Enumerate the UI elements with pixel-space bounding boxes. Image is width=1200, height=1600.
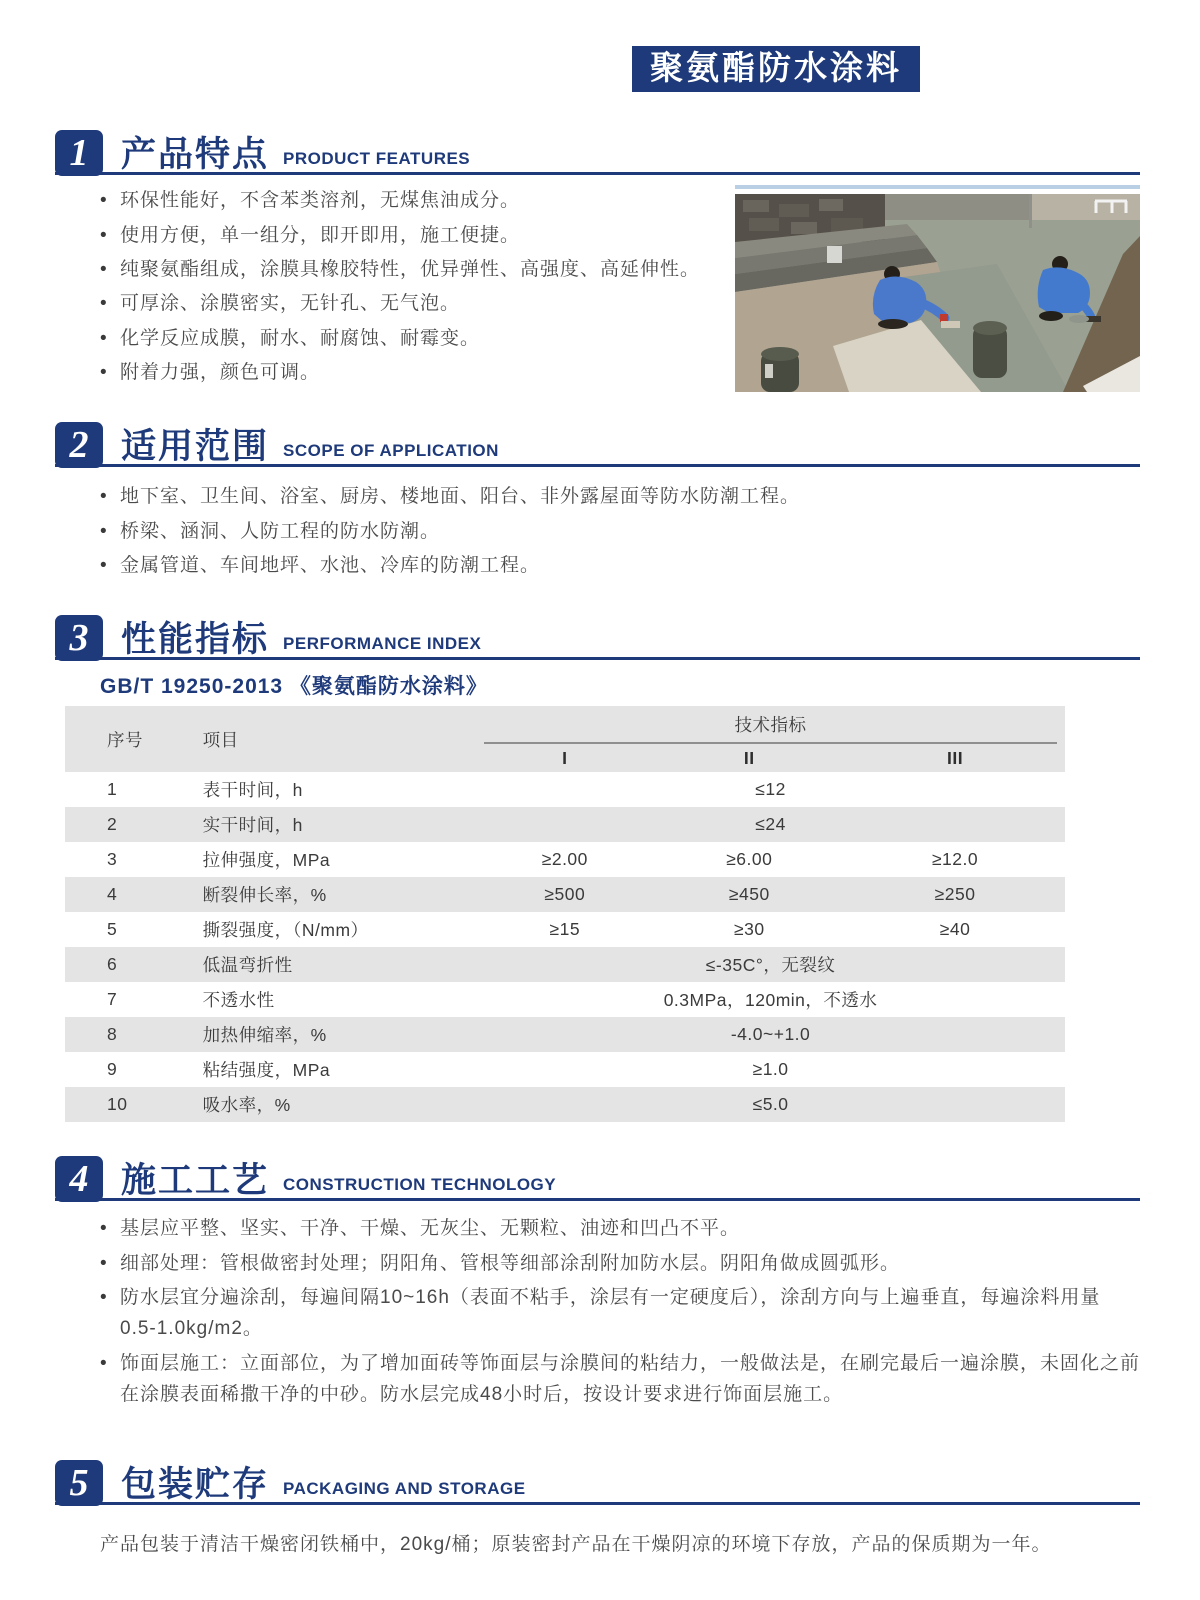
table-row [65, 947, 1065, 982]
row-item: 吸水率，% [202, 1095, 291, 1116]
section3-subtitle: PERFORMANCE INDEX [283, 634, 482, 654]
feature-text: 使用方便，单一组分，即开即用，施工便捷。 [120, 224, 521, 246]
bullet-icon: • [100, 554, 108, 576]
construction-steps-list [55, 1213, 1140, 1410]
section2-title: 适用范围 [121, 427, 270, 467]
section1-subtitle: PRODUCT FEATURES [283, 149, 471, 169]
section2-number: 2 [55, 422, 103, 468]
col-header-grade3: III [845, 744, 1065, 772]
section3-number: 3 [55, 615, 103, 661]
feature-text: 纯聚氨酯组成，涂膜具橡胶特性，优异弹性、高强度、高延伸性。 [120, 258, 701, 280]
standard-reference: GB/T 19250-2013 《聚氨酯防水涂料》 [100, 675, 488, 699]
list-item [100, 550, 1140, 581]
row-value-iii: ≥250 [934, 884, 976, 905]
scope-text: 桥梁、涵洞、人防工程的防水防潮。 [120, 520, 441, 542]
row-item: 低温弯折性 [202, 955, 293, 976]
scope-text: 地下室、卫生间、浴室、厨房、楼地面、阳台、非外露屋面等防水防潮工程。 [120, 486, 801, 508]
section3-header [55, 611, 1140, 660]
bullet-icon: • [100, 293, 108, 315]
list-item [100, 1213, 1140, 1244]
row-value: ≥1.0 [752, 1059, 789, 1080]
table-header-row [65, 706, 1065, 744]
row-no: 10 [107, 1094, 128, 1115]
section5-subtitle: PACKAGING AND STORAGE [283, 1479, 526, 1499]
table-row [65, 1087, 1065, 1122]
row-value: ≤-35C°，无裂纹 [705, 955, 836, 976]
section1-header [55, 126, 1140, 175]
list-item [100, 1348, 1140, 1411]
section4-number: 4 [55, 1156, 103, 1202]
bullet-icon: • [100, 1218, 108, 1240]
feature-text: 化学反应成膜，耐水、耐腐蚀、耐霉变。 [120, 327, 481, 349]
row-no: 4 [107, 884, 118, 905]
list-item [100, 357, 725, 388]
row-item: 断裂伸长率，% [202, 885, 327, 906]
step-text: 防水层宜分遍涂刮，每遍间隔10~16h（表面不粘手，涂层有一定硬度后），涂刮方向与上遍垂直，每遍涂料用量 0.5-1.0kg/m2。 [120, 1287, 1101, 1340]
list-item [100, 1282, 1140, 1345]
row-value: ≤12 [755, 779, 786, 800]
bullet-icon: • [100, 1252, 108, 1274]
feature-text: 附着力强，颜色可调。 [120, 362, 321, 384]
row-value: ≤24 [755, 814, 786, 835]
section5-header [55, 1456, 1140, 1505]
scope-text: 金属管道、车间地坪、水池、冷库的防潮工程。 [120, 554, 541, 576]
performance-index-table [65, 706, 1065, 1122]
section4-subtitle: CONSTRUCTION TECHNOLOGY [283, 1175, 557, 1195]
list-item [100, 220, 725, 251]
list-item [100, 323, 725, 354]
row-item: 实干时间，h [202, 815, 303, 836]
section2-content [55, 481, 1140, 581]
table-row [65, 772, 1065, 807]
section2-subtitle: SCOPE OF APPLICATION [283, 441, 499, 461]
feature-text: 可厚涂、涂膜密实，无针孔、无气泡。 [120, 293, 461, 315]
row-item: 加热伸缩率，% [202, 1025, 327, 1046]
row-no: 1 [107, 779, 118, 800]
col-header-grade1: I [476, 744, 653, 772]
row-value-ii: ≥6.00 [726, 849, 773, 870]
table-row [65, 1052, 1065, 1087]
table-row [65, 877, 1065, 912]
step-text: 细部处理：管根做密封处理；阴阳角、管根等细部涂刮附加防水层。阴阳角做成圆弧形。 [120, 1252, 901, 1274]
row-item: 不透水性 [202, 990, 275, 1011]
row-value-i: ≥2.00 [541, 849, 588, 870]
section4-content [55, 1213, 1140, 1410]
col-header-tech: 技术指标 [476, 706, 1065, 744]
bullet-icon: • [100, 520, 108, 542]
row-value-i: ≥15 [549, 919, 581, 940]
bullet-icon: • [100, 224, 108, 246]
row-no: 5 [107, 919, 118, 940]
row-value: 0.3MPa，120min，不透水 [663, 990, 878, 1011]
row-no: 6 [107, 954, 118, 975]
col-header-item: 项目 [203, 706, 477, 772]
row-no: 2 [107, 814, 118, 835]
section3-title: 性能指标 [121, 620, 270, 660]
row-no: 3 [107, 849, 118, 870]
section4-header [55, 1152, 1140, 1201]
bullet-icon: • [100, 327, 108, 349]
row-value-ii: ≥30 [734, 919, 765, 940]
bullet-icon: • [100, 190, 108, 212]
row-value: ≤5.0 [752, 1094, 789, 1115]
bullet-icon: • [100, 1287, 108, 1309]
section5-number: 5 [55, 1460, 103, 1506]
row-value-ii: ≥450 [728, 884, 770, 905]
row-no: 7 [107, 989, 118, 1010]
bullet-icon: • [100, 486, 108, 508]
workers-applying-coating-photo [735, 194, 1140, 392]
section5-title: 包装贮存 [121, 1465, 270, 1505]
row-item: 粘结强度，MPa [202, 1060, 331, 1081]
scope-list [55, 481, 1140, 581]
list-item [100, 288, 725, 319]
col-header-grade2: II [654, 744, 846, 772]
section4-title: 施工工艺 [121, 1161, 270, 1201]
col-header-no: 序号 [65, 706, 203, 772]
table-row [65, 807, 1065, 842]
table-row [65, 982, 1065, 1017]
step-text: 饰面层施工：立面部位，为了增加面砖等饰面层与涂膜间的粘结力，一般做法是，在刷完最后一遍涂膜，未固化之前在涂膜表面稀撒干净的中砂。防水层完成48小时后，按设计要求进行饰面层施工。 [120, 1352, 1141, 1406]
table-row [65, 842, 1065, 877]
section1-number: 1 [55, 130, 103, 176]
row-no: 9 [107, 1059, 118, 1080]
bullet-icon: • [100, 258, 108, 280]
packaging-storage-text: 产品包装于清洁干燥密闭铁桶中，20kg/桶；原装密封产品在干燥阴凉的环境下存放，产品的保质期为一年。 [100, 1534, 1052, 1556]
list-item [100, 516, 1140, 547]
product-features-list [55, 185, 725, 392]
table-row [65, 912, 1065, 947]
list-item [100, 481, 1140, 512]
row-item: 撕裂强度，（N/mm） [202, 920, 369, 941]
bullet-icon: • [100, 1352, 108, 1374]
section1-title: 产品特点 [121, 135, 270, 175]
row-value: -4.0~+1.0 [730, 1024, 811, 1045]
list-item [100, 254, 725, 285]
page-title-banner: 聚氨酯防水涂料 [632, 46, 920, 92]
row-value-iii: ≥40 [939, 919, 971, 940]
row-item: 拉伸强度，MPa [202, 850, 331, 871]
row-no: 8 [107, 1024, 118, 1045]
row-item: 表干时间，h [202, 780, 303, 801]
table-row [65, 1017, 1065, 1052]
section2-header [55, 418, 1140, 467]
bullet-icon: • [100, 362, 108, 384]
row-value-iii: ≥12.0 [931, 849, 979, 870]
list-item [100, 185, 725, 216]
row-value-i: ≥500 [544, 884, 586, 905]
feature-text: 环保性能好，不含苯类溶剂，无煤焦油成分。 [120, 190, 521, 212]
photo-top-divider [735, 185, 1140, 189]
step-text: 基层应平整、坚实、干净、干燥、无灰尘、无颗粒、油迹和凹凸不平。 [120, 1218, 741, 1240]
section1-content [55, 185, 1140, 392]
list-item [100, 1248, 1140, 1279]
application-photo-frame [735, 185, 1140, 392]
